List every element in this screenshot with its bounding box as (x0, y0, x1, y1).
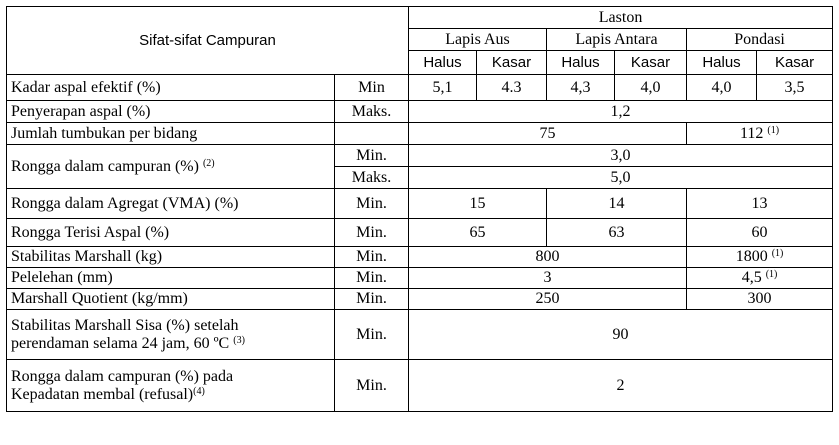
table-row (7, 75, 833, 101)
subgroup-lapis-aus: Lapis Aus (409, 29, 547, 51)
label-text: Rongga dalam campuran (%) (11, 157, 199, 175)
table-row (7, 123, 833, 145)
cell-value: 1,2 (409, 101, 833, 123)
subcol-kasar: Kasar (615, 51, 687, 75)
row-label (7, 360, 335, 412)
footnote-marker: (1) (765, 269, 778, 280)
cell-value (687, 247, 833, 268)
table-row (7, 360, 833, 412)
label-line: Rongga dalam campuran (%) pada (11, 367, 234, 385)
label-line: perendaman selama 24 jam, 60 ºC (11, 334, 230, 352)
subcol-halus: Halus (547, 51, 615, 75)
table-row (7, 289, 833, 310)
footnote-marker: (1) (767, 124, 780, 136)
cell-value (687, 268, 833, 289)
table-row (7, 189, 833, 219)
footnote-marker: (2) (202, 157, 215, 169)
row-limit: Min. (335, 189, 409, 219)
cell-value: 800 (409, 247, 687, 268)
cell-value: 5,0 (409, 167, 833, 189)
footnote-marker: (3) (233, 334, 245, 346)
row-limit: Min. (335, 268, 409, 289)
cell-value: 3,0 (409, 145, 833, 167)
row-label: Rongga Terisi Aspal (%) (7, 219, 335, 247)
cell-value: 3,5 (757, 75, 833, 101)
subcol-halus: Halus (687, 51, 757, 75)
table-row (7, 310, 833, 360)
value-text: 1800 (735, 248, 768, 265)
cell-value: 5,1 (409, 75, 477, 101)
header-group: Laston (409, 7, 833, 29)
cell-value: 63 (547, 219, 687, 247)
row-label: Marshall Quotient (kg/mm) (7, 289, 335, 310)
cell-value: 3 (409, 268, 687, 289)
cell-value: 75 (409, 123, 687, 145)
cell-value: 4.3 (477, 75, 547, 101)
row-limit: Min. (335, 247, 409, 268)
footnote-marker: (1) (771, 248, 784, 259)
header-title: Sifat-sifat Campuran (7, 7, 409, 75)
cell-value: 13 (687, 189, 833, 219)
row-limit: Min. (335, 360, 409, 412)
row-label (7, 145, 335, 189)
row-limit: Min. (335, 145, 409, 167)
cell-value: 65 (409, 219, 547, 247)
row-limit: Maks. (335, 167, 409, 189)
subcol-halus: Halus (409, 51, 477, 75)
cell-value: 15 (409, 189, 547, 219)
subcol-kasar: Kasar (477, 51, 547, 75)
row-limit: Min (335, 75, 409, 101)
row-limit: Maks. (335, 101, 409, 123)
row-limit: Min. (335, 219, 409, 247)
table-row (7, 247, 833, 268)
cell-value: 4,0 (687, 75, 757, 101)
subgroup-lapis-antara: Lapis Antara (547, 29, 687, 51)
row-label: Penyerapan aspal (%) (7, 101, 335, 123)
mix-properties-table (6, 6, 833, 412)
cell-value: 4,3 (547, 75, 615, 101)
row-label: Rongga dalam Agregat (VMA) (%) (7, 189, 335, 219)
value-text: 112 (740, 124, 764, 142)
footnote-marker: (4) (193, 385, 205, 397)
row-limit: Min. (335, 289, 409, 310)
value-text: 4,5 (741, 269, 762, 286)
table-row (7, 268, 833, 289)
table-row (7, 101, 833, 123)
label-line: Kepadatan membal (refusal) (11, 385, 194, 403)
subcol-kasar: Kasar (757, 51, 833, 75)
cell-value: 90 (409, 310, 833, 360)
subgroup-pondasi: Pondasi (687, 29, 833, 51)
row-label: Kadar aspal efektif (%) (7, 75, 335, 101)
row-limit (335, 123, 409, 145)
row-label (7, 310, 335, 360)
table-row (7, 145, 833, 167)
cell-value: 14 (547, 189, 687, 219)
label-line: Stabilitas Marshall Sisa (%) setelah (11, 316, 239, 334)
row-limit: Min. (335, 310, 409, 360)
cell-value: 250 (409, 289, 687, 310)
row-label: Pelelehan (mm) (7, 268, 335, 289)
cell-value: 4,0 (615, 75, 687, 101)
row-label: Jumlah tumbukan per bidang (7, 123, 335, 145)
table-row (7, 219, 833, 247)
row-label: Stabilitas Marshall (kg) (7, 247, 335, 268)
cell-value (687, 123, 833, 145)
cell-value: 2 (409, 360, 833, 412)
cell-value: 60 (687, 219, 833, 247)
cell-value: 300 (687, 289, 833, 310)
